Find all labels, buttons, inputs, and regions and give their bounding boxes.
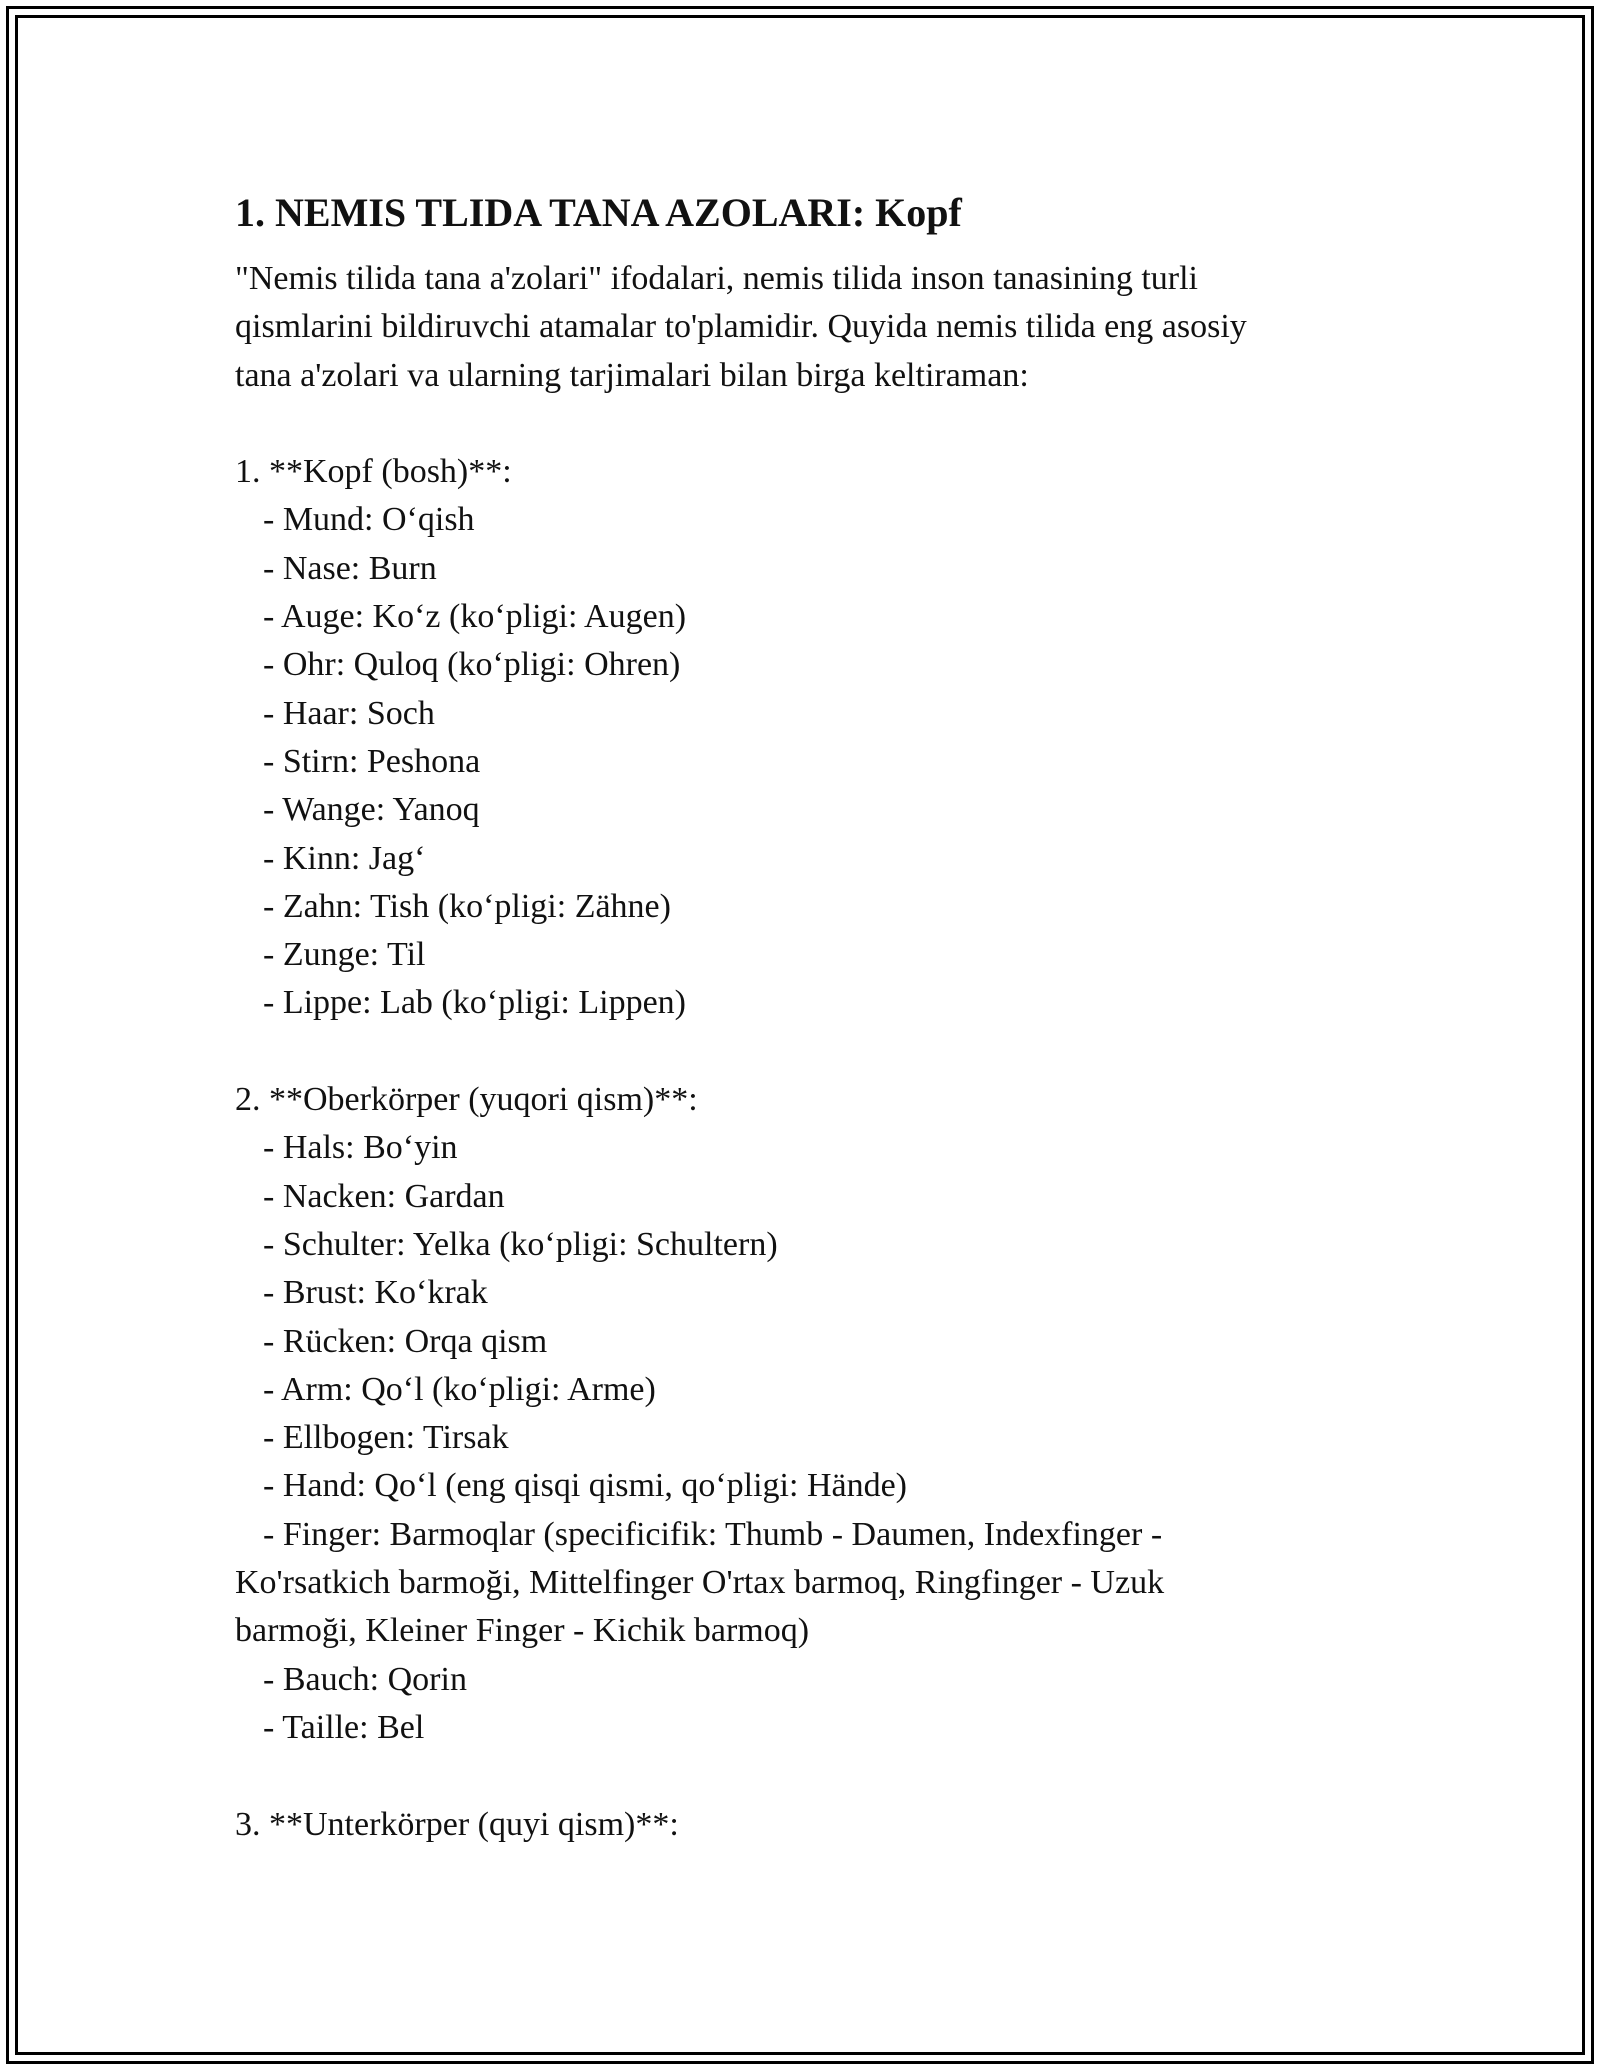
document-title: 1. NEMIS TLIDA TANA AZOLARI: Kopf (235, 190, 962, 235)
list-item-line: - Finger: Barmoqlar (specificifik: Thumb - Daumen, Indexfinger - (263, 1515, 1163, 1553)
list-item: - Brust: Ko‘krak (263, 1274, 488, 1312)
list-item: - Ohr: Quloq (ko‘pligi: Ohren) (263, 646, 681, 684)
section-heading: 1. **Kopf (bosh)**: (235, 453, 512, 491)
section-kopf (235, 448, 1365, 1028)
intro-paragraph (235, 255, 1365, 400)
list-item: - Hand: Qo‘l (eng qisqi qismi, qo‘pligi: Hände) (263, 1467, 908, 1505)
list-item: - Taille: Bel (263, 1708, 425, 1746)
list-item: - Hals: Bo‘yin (263, 1129, 458, 1167)
list-item-line: barmoği, Kleiner Finger - Kichik barmoq) (235, 1612, 810, 1650)
list-item: - Mund: O‘qish (263, 501, 475, 539)
section-oberkorper (235, 1076, 1365, 1752)
document-page (235, 185, 1365, 1849)
list-item: - Lippe: Lab (ko‘pligi: Lippen) (263, 984, 686, 1022)
list-item-line: Ko'rsatkich barmoği, Mittelfinger O'rtax barmoq, Ringfinger - Uzuk (235, 1564, 1165, 1602)
section-heading: 3. **Unterkörper (quyi qism)**: (235, 1805, 679, 1843)
list-item: - Auge: Ko‘z (ko‘pligi: Augen) (263, 598, 687, 636)
list-item: - Kinn: Jag‘ (263, 839, 426, 877)
list-item: - Haar: Soch (263, 694, 435, 732)
list-item: - Nacken: Gardan (263, 1177, 505, 1215)
list-item: - Zahn: Tish (ko‘pligi: Zähne) (263, 887, 671, 925)
intro-line: tana a'zolari va ularning tarjimalari bilan birga keltiraman: (235, 356, 1029, 394)
section-heading: 2. **Oberkörper (yuqori qism)**: (235, 1081, 698, 1119)
list-item: - Rücken: Orqa qism (263, 1322, 548, 1360)
list-item-finger (235, 1511, 1365, 1656)
section-unterkorper (235, 1801, 1365, 1849)
list-item: - Arm: Qo‘l (ko‘pligi: Arme) (263, 1370, 656, 1408)
list-item: - Ellbogen: Tirsak (263, 1419, 509, 1457)
list-item: - Stirn: Peshona (263, 742, 481, 780)
list-item: - Bauch: Qorin (263, 1660, 467, 1698)
intro-line: qismlarini bildiruvchi atamalar to'plamidir. Quyida nemis tilida eng asosiy (235, 308, 1247, 346)
intro-line: "Nemis tilida tana a'zolari" ifodalari, nemis tilida inson tanasining turli (235, 260, 1198, 297)
list-item: - Schulter: Yelka (ko‘pligi: Schultern) (263, 1225, 778, 1263)
list-item: - Zunge: Til (263, 936, 426, 974)
list-item: - Nase: Burn (263, 549, 437, 587)
list-item: - Wange: Yanoq (263, 791, 480, 829)
